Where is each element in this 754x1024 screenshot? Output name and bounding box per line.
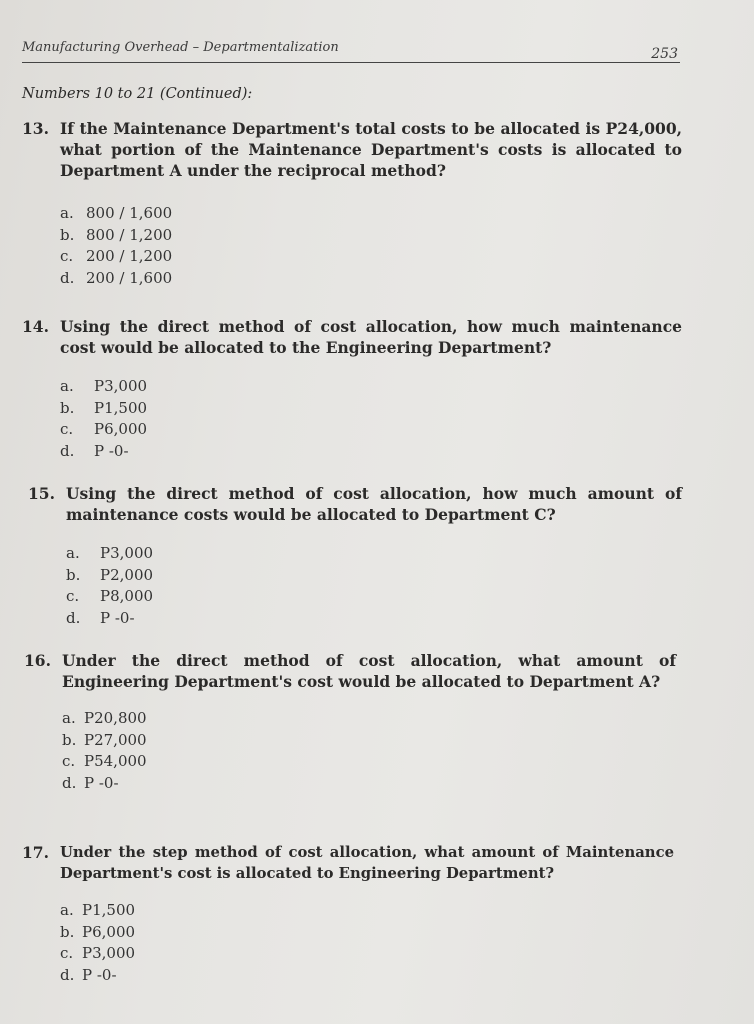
question-17	[22, 842, 674, 986]
choice-letter: d.	[62, 773, 77, 792]
choice-value: P27,000	[84, 730, 147, 749]
choice-value: 200 / 1,200	[86, 247, 173, 265]
choice-value: P2,000	[100, 565, 154, 584]
choice-c	[60, 943, 674, 965]
choice-letter: b.	[66, 565, 81, 584]
choice-letter: b.	[60, 922, 75, 941]
running-title: Manufacturing Overhead – Departmentalization	[22, 40, 339, 55]
choice-letter: c.	[60, 944, 74, 962]
choice-b	[66, 565, 682, 587]
choice-letter: a.	[60, 901, 74, 919]
choice-a	[60, 376, 682, 398]
question-number: 14.	[22, 317, 49, 336]
choice-value: P6,000	[82, 922, 136, 941]
choice-value: P54,000	[84, 752, 147, 770]
question-text: Under the step method of cost allocation, what amount of Maintenance Department's cost is allocated to Engineering Department?	[60, 844, 674, 882]
choice-value: P3,000	[94, 377, 148, 395]
page-header	[22, 40, 680, 63]
choice-list	[60, 900, 674, 986]
choice-d	[60, 965, 674, 987]
choice-value: P -0-	[100, 608, 135, 627]
choice-value: P -0-	[84, 773, 119, 792]
choice-b	[62, 730, 676, 752]
choice-value: 800 / 1,200	[86, 225, 173, 244]
choice-letter: d.	[60, 965, 75, 984]
choice-b	[60, 922, 674, 944]
choice-list	[66, 543, 682, 629]
section-note: Numbers 10 to 21 (Continued):	[22, 86, 253, 102]
question-text: If the Maintenance Department's total costs to be allocated is P24,000, what portion of the Maintenance Department's costs is allocated to Department A under the reciprocal method?	[60, 119, 682, 180]
choice-a	[60, 203, 682, 225]
question-14	[22, 316, 682, 462]
choice-c	[66, 586, 682, 608]
choice-value: P6,000	[94, 420, 148, 438]
choice-a	[62, 708, 676, 730]
choice-b	[60, 398, 682, 420]
choice-list	[62, 708, 676, 794]
choice-a	[66, 543, 682, 565]
choice-letter: d.	[60, 441, 75, 460]
choice-letter: a.	[60, 377, 74, 395]
choice-value: P8,000	[100, 587, 154, 605]
choice-value: P3,000	[82, 944, 136, 962]
question-number: 13.	[22, 119, 49, 138]
choice-list	[60, 376, 682, 462]
choice-letter: d.	[66, 608, 81, 627]
choice-d	[66, 608, 682, 630]
choice-letter: c.	[66, 587, 80, 605]
choice-letter: a.	[62, 709, 76, 727]
choice-value: P1,500	[94, 398, 148, 417]
question-15	[28, 483, 682, 629]
choice-value: 800 / 1,600	[86, 204, 173, 222]
choice-letter: a.	[66, 544, 80, 562]
choice-letter: c.	[60, 247, 74, 265]
choice-value: P -0-	[82, 965, 117, 984]
choice-letter: d.	[60, 268, 75, 287]
choice-letter: c.	[62, 752, 76, 770]
choice-a	[60, 900, 674, 922]
choice-c	[60, 246, 682, 268]
question-number: 15.	[28, 484, 55, 503]
choice-value: P20,800	[84, 709, 147, 727]
question-16	[24, 650, 676, 794]
choice-value: P3,000	[100, 544, 154, 562]
choice-b	[60, 225, 682, 247]
choice-letter: b.	[62, 730, 77, 749]
choice-letter: b.	[60, 225, 75, 244]
question-number: 17.	[22, 843, 49, 862]
question-number: 16.	[24, 651, 51, 670]
choice-letter: b.	[60, 398, 75, 417]
question-text: Using the direct method of cost allocation, how much maintenance cost would be allocated to the Engineering Department?	[60, 317, 682, 357]
choice-d	[62, 773, 676, 795]
page-number: 253	[651, 46, 678, 62]
choice-value: P1,500	[82, 901, 136, 919]
choice-d	[60, 268, 682, 290]
choice-letter: c.	[60, 420, 74, 438]
question-text: Under the direct method of cost allocation, what amount of Engineering Department's cost would be allocated to Department A?	[62, 651, 676, 691]
choice-letter: a.	[60, 204, 74, 222]
question-13	[22, 118, 682, 289]
choice-value: 200 / 1,600	[86, 268, 173, 287]
choice-c	[60, 419, 682, 441]
question-text: Using the direct method of cost allocation, how much amount of maintenance costs would be allocated to Department C?	[66, 484, 682, 524]
choice-value: P -0-	[94, 441, 129, 460]
choice-d	[60, 441, 682, 463]
choice-c	[62, 751, 676, 773]
choice-list	[60, 203, 682, 289]
